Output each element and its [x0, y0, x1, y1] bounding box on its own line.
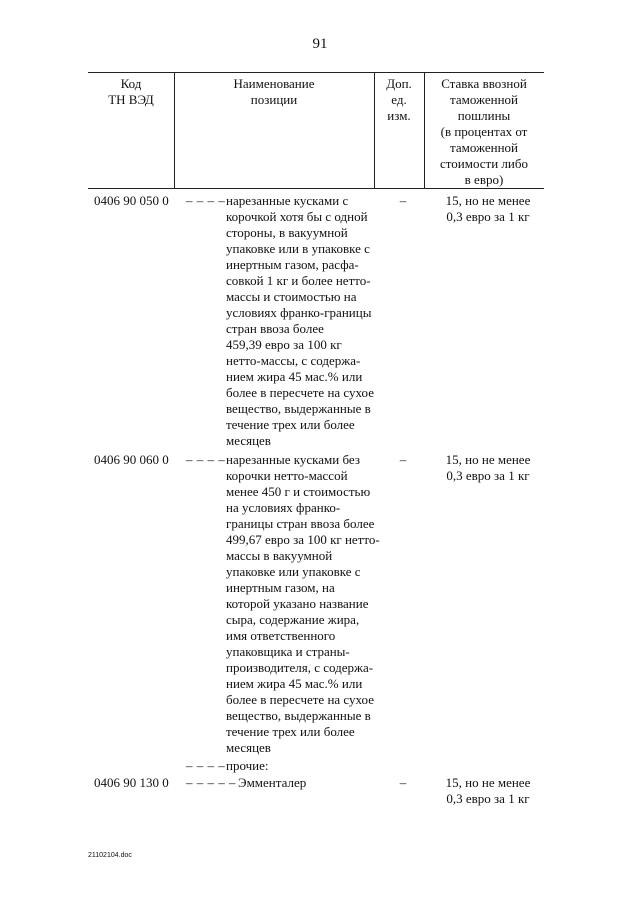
desc-line: нетто-массы, с содержа-: [226, 353, 361, 368]
row-dashes: – – – –: [186, 193, 226, 208]
header-rate-line: (в процентах от: [440, 124, 528, 139]
desc-line: более в пересчете на сухое: [226, 385, 374, 400]
desc-line: границы стран ввоза более: [226, 516, 375, 531]
header-rate-line: стоимости либо: [439, 156, 528, 171]
row-unit: –: [399, 775, 407, 790]
row-rate: [430, 452, 546, 484]
row-description: [226, 193, 378, 449]
header-name-line: Наименование: [233, 76, 315, 91]
desc-line: совкой 1 кг и более нетто-: [226, 273, 371, 288]
desc-line: нием жира 45 мас.% или: [226, 369, 363, 384]
row-dashes: – – – – –: [186, 775, 236, 790]
desc-line: условиях франко-границы: [226, 305, 372, 320]
header-col-code: [88, 76, 174, 108]
header-code-line: Код: [120, 76, 142, 91]
desc-line: массы в вакуумной: [226, 548, 333, 563]
desc-line: менее 450 г и стоимостью: [226, 484, 371, 499]
row-unit: –: [399, 452, 407, 467]
row-rate: [430, 193, 546, 225]
desc-line: упаковке или упаковке с: [226, 564, 361, 579]
desc-line: нием жира 45 мас.% или: [226, 676, 363, 691]
desc-line: более в пересчете на сухое: [226, 692, 374, 707]
rate-line: 0,3 евро за 1 кг: [446, 791, 530, 806]
desc-line: нарезанные кусками с: [226, 193, 349, 208]
row-dashes: – – – –: [186, 452, 226, 467]
desc-line: течение трех или более: [226, 417, 355, 432]
desc-line: Эмменталер: [238, 775, 307, 790]
rate-line: 15, но не менее: [445, 775, 531, 790]
row-description: [226, 758, 378, 774]
desc-line: которой указано название: [226, 596, 369, 611]
header-col-unit: [374, 76, 424, 124]
desc-line: вещество, выдержанные в: [226, 401, 371, 416]
header-col-name: [174, 76, 374, 108]
header-rate-line: таможенной: [450, 92, 518, 107]
table-top-rule: [88, 72, 544, 73]
header-divider: [174, 72, 175, 188]
rate-line: 15, но не менее: [445, 452, 531, 467]
header-name-line: позиции: [250, 92, 298, 107]
page-number: 91: [312, 36, 328, 52]
rate-line: 0,3 евро за 1 кг: [446, 209, 530, 224]
rate-line: 0,3 евро за 1 кг: [446, 468, 530, 483]
row-code: 0406 90 130 0: [94, 775, 169, 790]
desc-line: на условиях франко-: [226, 500, 341, 515]
footer-filename: 21102104.doc: [88, 852, 132, 859]
row-description: [226, 452, 378, 756]
desc-line: имя ответственного: [226, 628, 336, 643]
desc-line: корочки нетто-массой: [226, 468, 348, 483]
desc-line: 459,39 евро за 100 кг: [226, 337, 342, 352]
header-rate-line: Ставка ввозной: [441, 76, 527, 91]
row-rate: [430, 775, 546, 807]
row-code: 0406 90 060 0: [94, 452, 169, 467]
desc-line: производителя, с содержа-: [226, 660, 374, 675]
header-unit-line: ед.: [391, 92, 407, 107]
desc-line: корочкой хотя бы с одной: [226, 209, 368, 224]
header-divider: [374, 72, 375, 188]
row-code: 0406 90 050 0: [94, 193, 169, 208]
header-unit-line: изм.: [387, 108, 411, 123]
header-rate-line: пошлины: [457, 108, 511, 123]
desc-line: месяцев: [226, 433, 271, 448]
desc-line: упаковке или в упаковке с: [226, 241, 370, 256]
table-header-rule: [88, 188, 544, 189]
desc-line: течение трех или более: [226, 724, 355, 739]
desc-line: вещество, выдержанные в: [226, 708, 371, 723]
row-unit: –: [399, 193, 407, 208]
desc-line: месяцев: [226, 740, 271, 755]
row-description: [238, 775, 390, 791]
desc-line: стороны, в вакуумной: [226, 225, 348, 240]
desc-line: стран ввоза более: [226, 321, 324, 336]
header-unit-line: Доп.: [386, 76, 412, 91]
desc-line: нарезанные кусками без: [226, 452, 360, 467]
desc-line: упаковщика и страны-: [226, 644, 350, 659]
header-code-line: ТН ВЭД: [108, 92, 154, 107]
rate-line: 15, но не менее: [445, 193, 531, 208]
desc-line: инертным газом, расфа-: [226, 257, 359, 272]
header-col-rate: [424, 76, 544, 188]
row-dashes: – – – –: [186, 758, 226, 773]
desc-line: 499,67 евро за 100 кг нетто-: [226, 532, 380, 547]
header-rate-line: таможенной: [450, 140, 518, 155]
desc-line: инертным газом, на: [226, 580, 335, 595]
header-divider: [424, 72, 425, 188]
desc-line: прочие:: [226, 758, 269, 773]
desc-line: сыра, содержание жира,: [226, 612, 360, 627]
header-rate-line: в евро): [464, 172, 504, 187]
desc-line: массы и стоимостью на: [226, 289, 357, 304]
